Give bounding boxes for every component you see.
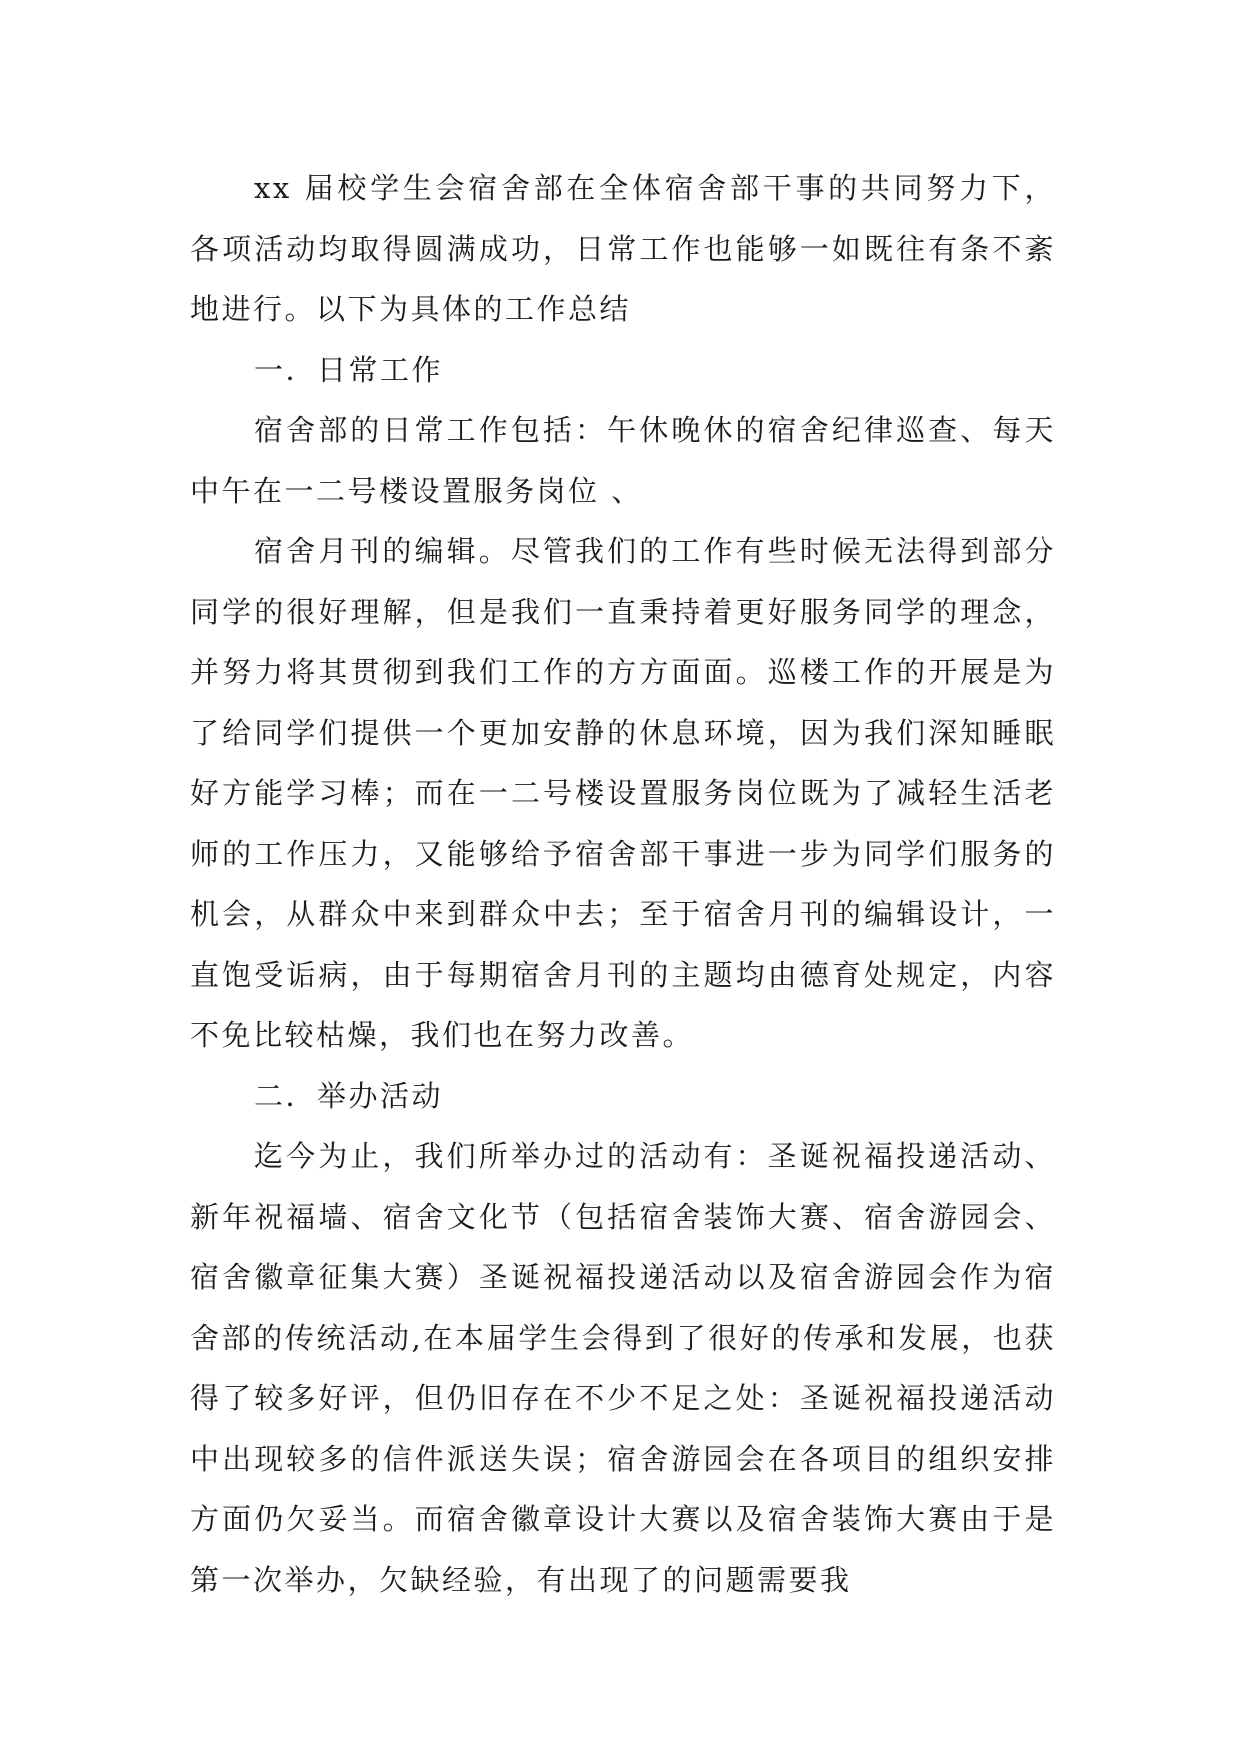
intro-paragraph: xx 届校学生会宿舍部在全体宿舍部干事的共同努力下，各项活动均取得圆满成功，日常工作也能够一如既往有条不紊地进行。以下为具体的工作总结 [190,171,1056,326]
section-heading-activities: 二．举办活动 [254,1078,444,1113]
document-body [190,158,1056,1610]
daily-work-detail-paragraph: 宿舍月刊的编辑。尽管我们的工作有些时候无法得到部分同学的很好理解，但是我们一直秉持着更好服务同学的理念，并努力将其贯彻到我们工作的方方面面。巡楼工作的开展是为了给同学们提供一个更加安静的休息环境，因为我们深知睡眠好方能学习棒；而在一二号楼设置服务岗位既为了减轻生活老师的工作压力，又能够给予宿舍部干事进一步为同学们服务的机会，从群众中来到群众中去；至于宿舍月刊的编辑设计，一直饱受诟病，由于每期宿舍月刊的主题均由德育处规定，内容不免比较枯燥，我们也在努力改善。 [190,534,1056,1052]
activities-paragraph: 迄今为止，我们所举办过的活动有：圣诞祝福投递活动、新年祝福墙、宿舍文化节（包括宿舍装饰大赛、宿舍游园会、宿舍徽章征集大赛）圣诞祝福投递活动以及宿舍游园会作为宿舍部的传统活动,在本届学生会得到了很好的传承和发展，也获得了较多好评，但仍旧存在不少不足之处：圣诞祝福投递活动中出现较多的信件派送失误；宿舍游园会在各项目的组织安排方面仍欠妥当。而宿舍徽章设计大赛以及宿舍装饰大赛由于是第一次举办，欠缺经验，有出现了的问题需要我 [190,1139,1056,1597]
daily-work-paragraph: 宿舍部的日常工作包括：午休晚休的宿舍纪律巡查、每天中午在一二号楼设置服务岗位 、 [190,413,1056,508]
section-heading-daily-work: 一．日常工作 [254,352,444,387]
